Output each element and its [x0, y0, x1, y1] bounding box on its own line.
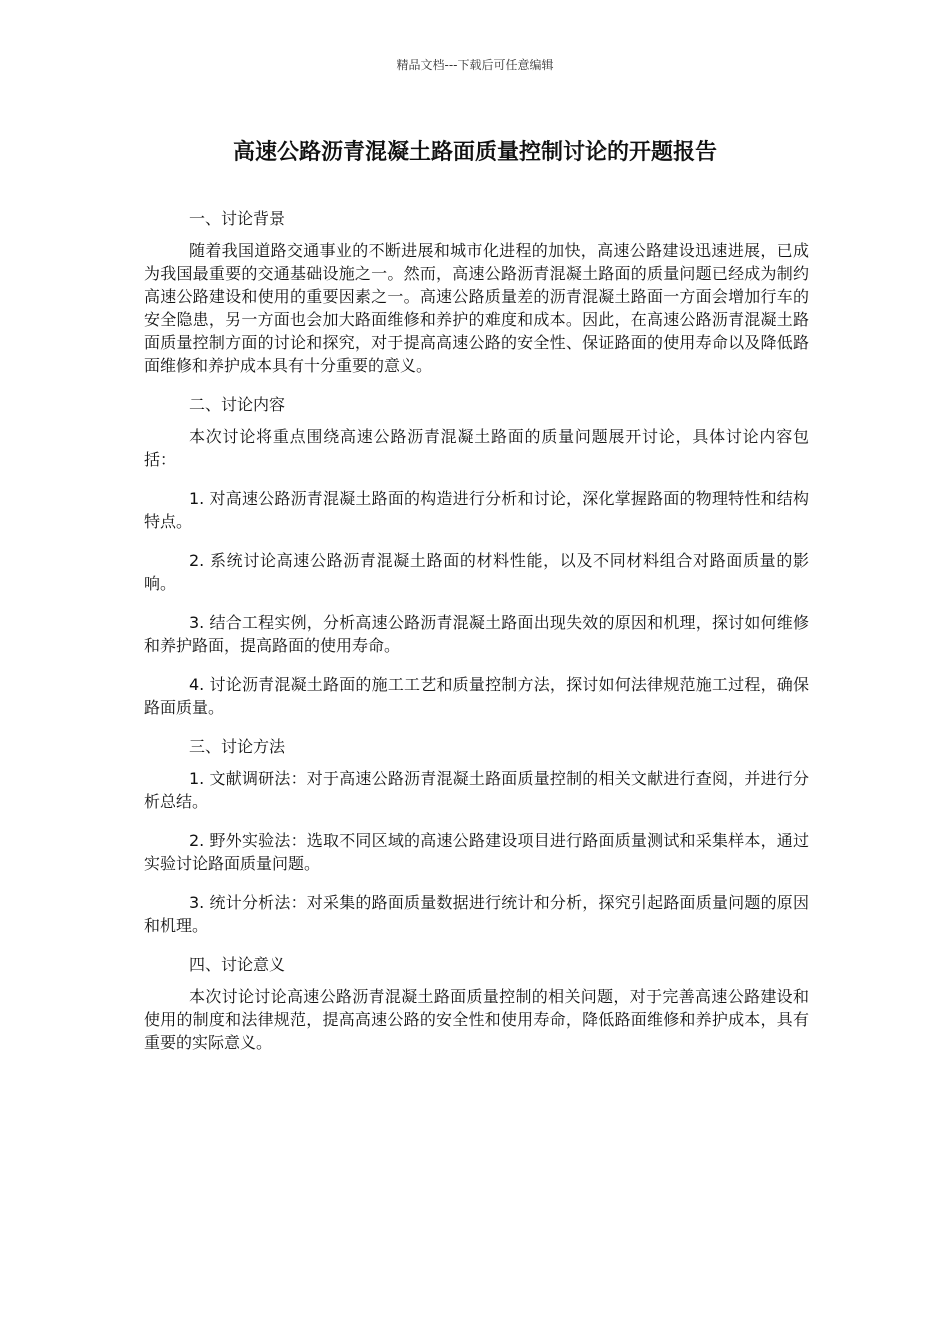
content-list-item: 1. 对高速公路沥青混凝土路面的构造进行分析和讨论，深化掌握路面的物理特性和结构特点。 [144, 489, 809, 531]
content-list-item: 3. 结合工程实例，分析高速公路沥青混凝土路面出现失效的原因和机理，探讨如何维修和养护路面，提高路面的使用寿命。 [144, 613, 809, 655]
background-paragraph: 随着我国道路交通事业的不断进展和城市化进程的加快，高速公路建设迅速进展，已成为我国最重要的交通基础设施之一。然而，高速公路沥青混凝土路面的质量问题已经成为制约高速公路建设和使用的重要因素之一。高速公路质量差的沥青混凝土路面一方面会增加行车的安全隐患，另一方面也会加大路面维修和养护的难度和成本。因此，在高速公路沥青混凝土路面质量控制方面的讨论和探究，对于提高高速公路的安全性、保证路面的使用寿命以及降低路面维修和养护成本具有十分重要的意义。 [144, 241, 809, 375]
methods-list-item: 3. 统计分析法：对采集的路面质量数据进行统计和分析，探究引起路面质量问题的原因和机理。 [144, 893, 809, 935]
content-list-item: 4. 讨论沥青混凝土路面的施工工艺和质量控制方法，探讨如何法律规范施工过程，确保路面质量。 [144, 675, 809, 717]
methods-list-item: 2. 野外实验法：选取不同区域的高速公路建设项目进行路面质量测试和采集样本，通过实验讨论路面质量问题。 [144, 831, 809, 873]
section-heading-background: 一、讨论背景 [189, 209, 286, 228]
methods-list-item: 1. 文献调研法：对于高速公路沥青混凝土路面质量控制的相关文献进行查阅，并进行分析总结。 [144, 769, 809, 811]
section-heading-methods: 三、讨论方法 [189, 737, 286, 756]
page-header-note: 精品文档---下载后可任意编辑 [396, 58, 554, 72]
section-heading-significance: 四、讨论意义 [189, 955, 286, 974]
content-list-item: 2. 系统讨论高速公路沥青混凝土路面的材料性能，以及不同材料组合对路面质量的影响。 [144, 551, 809, 593]
document-title: 高速公路沥青混凝土路面质量控制讨论的开题报告 [232, 140, 717, 165]
content-intro-paragraph: 本次讨论将重点围绕高速公路沥青混凝土路面的质量问题展开讨论，具体讨论内容包括： [144, 427, 809, 469]
significance-paragraph: 本次讨论讨论高速公路沥青混凝土路面质量控制的相关问题，对于完善高速公路建设和使用的制度和法律规范，提高高速公路的安全性和使用寿命，降低路面维修和养护成本，具有重要的实际意义。 [144, 987, 809, 1052]
document-body [144, 207, 809, 1070]
section-heading-content: 二、讨论内容 [189, 395, 286, 414]
